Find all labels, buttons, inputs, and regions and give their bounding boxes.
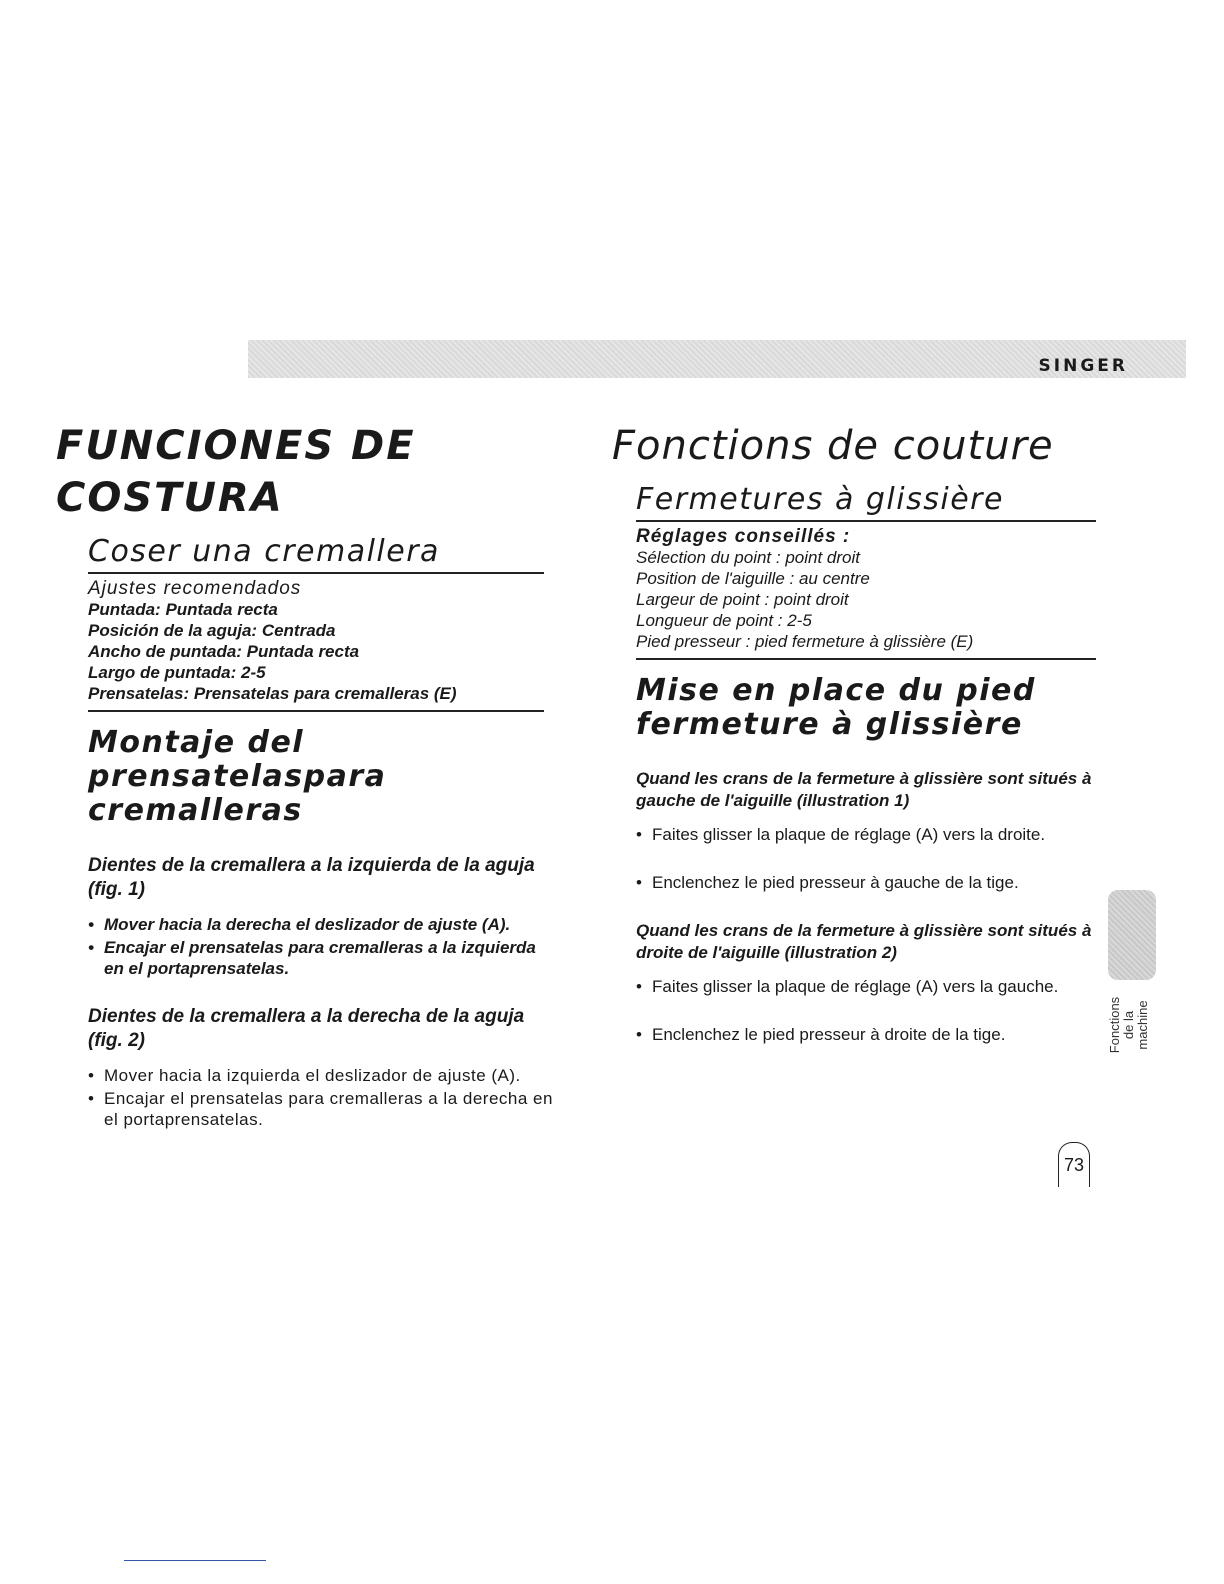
side-tab-text: Fonctions de la machine — [1107, 996, 1150, 1054]
settings-heading-fr: Réglages conseillés : — [636, 526, 851, 547]
case-heading-es-1: Dientes de la cremallera a la izquierda de la aguja (fig. 1) — [88, 855, 535, 900]
settings-item: Longueur de point : 2-5 — [636, 611, 812, 630]
list-item: • Enclenchez le pied presseur à gauche de la tige. — [636, 872, 1106, 894]
settings-item: Puntada: Puntada recta — [88, 600, 278, 619]
subtitle-es: Coser una cremallera — [88, 532, 544, 574]
settings-item: Pied presseur : pied fermeture à glissière (E) — [636, 632, 974, 651]
settings-item: Posición de la aguja: Centrada — [88, 621, 336, 640]
list-item: • Encajar el prensatelas para cremalleras a la derecha en el portaprensatelas. — [88, 1088, 558, 1130]
bullet-list-fr-1 — [636, 824, 1106, 894]
bullet-list-fr-2 — [636, 976, 1106, 1046]
section-title-es — [88, 726, 576, 828]
brand-logo: SINGER — [1038, 356, 1128, 376]
section-title-line: cremalleras — [88, 793, 303, 828]
list-item: • Mover hacia la derecha el deslizador de ajuste (A). — [88, 914, 558, 935]
settings-item: Largeur de point : point droit — [636, 590, 849, 609]
settings-heading-es: Ajustes recomendados — [88, 578, 302, 599]
bullet-list-es-1 — [88, 914, 558, 979]
settings-item: Sélection du point : point droit — [636, 548, 860, 567]
list-item: • Encajar el prensatelas para cremalleras a la izquierda en el portaprensatelas. — [88, 937, 558, 979]
list-item: • Enclenchez le pied presseur à droite de la tige. — [636, 1024, 1106, 1046]
side-tab-shaded — [1108, 890, 1156, 980]
footer-divider — [124, 1560, 266, 1561]
french-column — [612, 420, 1112, 1072]
list-item: • Faites glisser la plaque de réglage (A) vers la gauche. — [636, 976, 1106, 998]
settings-item: Largo de puntada: 2-5 — [88, 663, 266, 682]
page-number: 73 — [1058, 1142, 1090, 1187]
settings-box-es — [88, 574, 544, 712]
section-title-fr — [636, 674, 1112, 742]
settings-item: Ancho de puntada: Puntada recta — [88, 642, 360, 661]
case-heading-fr-1: Quand les crans de la fermeture à glissière sont situés à gauche de l'aiguille (illustration 1) — [636, 769, 1092, 810]
section-title-line: fermeture à glissière — [636, 707, 1023, 742]
list-item: • Mover hacia la izquierda el deslizador de ajuste (A). — [88, 1065, 558, 1086]
page-title-es: FUNCIONES DE COSTURA — [56, 423, 416, 521]
bullet-list-es-2 — [88, 1065, 558, 1130]
settings-item: Prensatelas: Prensatelas para cremalleras (E) — [88, 684, 457, 703]
case-heading-es-2: Dientes de la cremallera a la derecha de la aguja (fig. 2) — [88, 1006, 525, 1051]
subtitle-fr: Fermetures à glissière — [636, 480, 1096, 522]
section-title-line: Montaje del prensatelaspara — [88, 725, 387, 794]
settings-box-fr — [636, 522, 1096, 660]
side-tab-label — [1108, 990, 1164, 1060]
settings-item: Position de l'aiguille : au centre — [636, 569, 870, 588]
page-title-fr: Fonctions de couture — [612, 423, 1054, 469]
case-heading-fr-2: Quand les crans de la fermeture à glissière sont situés à droite de l'aiguille (illustration 2) — [636, 921, 1092, 962]
spanish-column — [56, 420, 576, 1132]
list-item: • Faites glisser la plaque de réglage (A) vers la droite. — [636, 824, 1106, 846]
section-title-line: Mise en place du pied — [636, 673, 1036, 708]
